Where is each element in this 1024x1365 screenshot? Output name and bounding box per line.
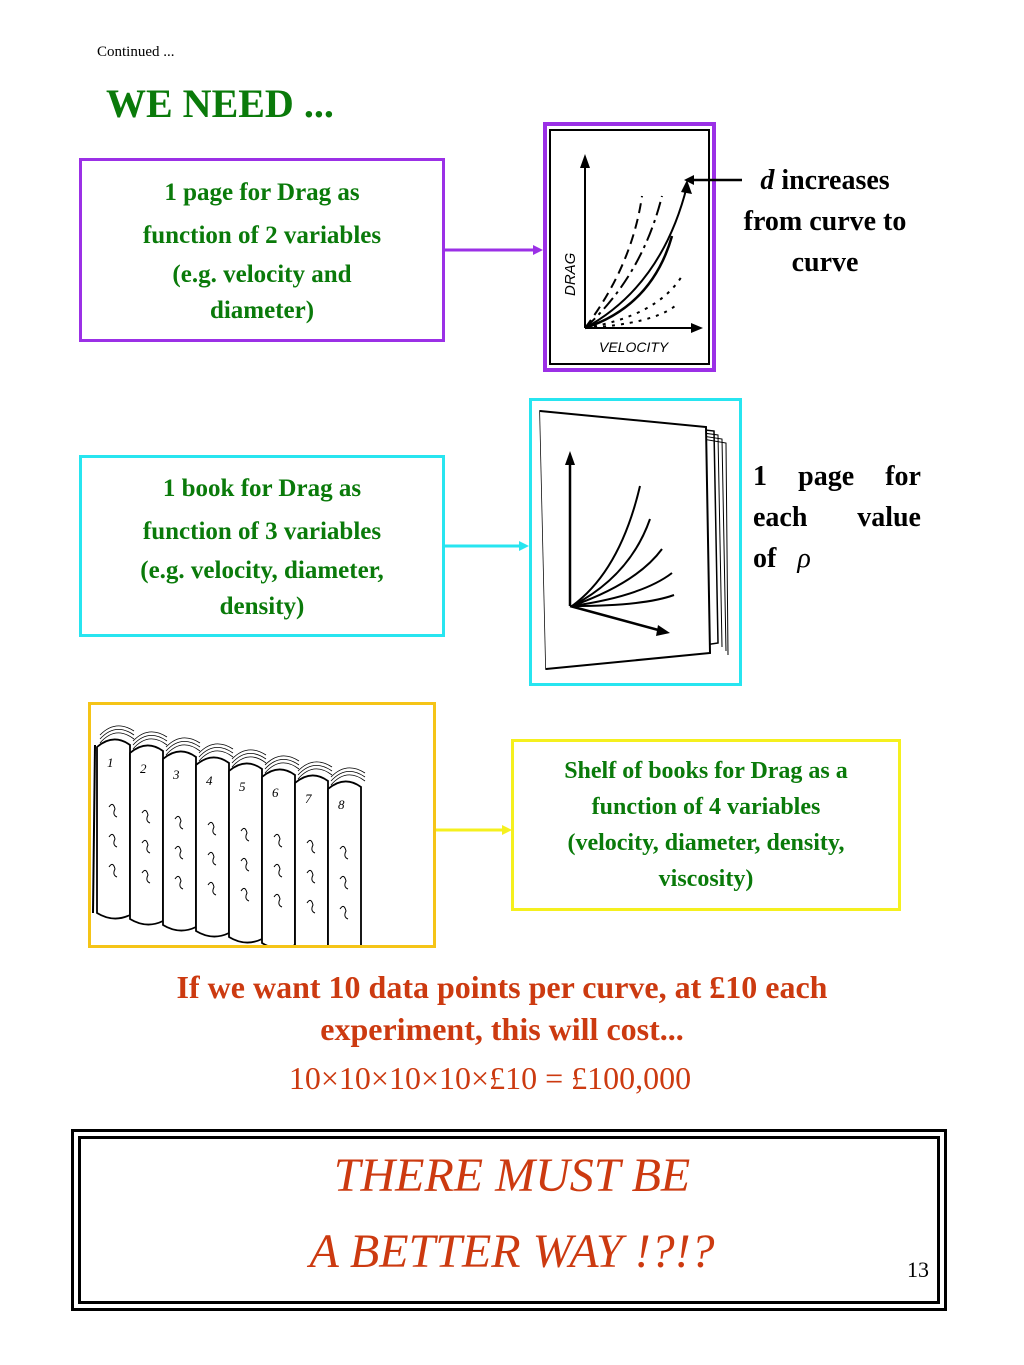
rho-note-line-3: of: [753, 543, 777, 574]
continued-label: Continued ...: [97, 44, 175, 60]
cost-formula: 10×10×10×10×£10 = £100,000: [288, 1060, 692, 1096]
book-graph: [529, 398, 742, 686]
box3-line-3: (velocity, diameter, density,: [567, 830, 845, 856]
three-variable-box: [79, 455, 445, 637]
book-spine: [163, 738, 200, 931]
book-spine: [97, 726, 134, 919]
cost-line-2: experiment, this will cost...: [320, 1011, 684, 1047]
book-number: 3: [173, 767, 180, 782]
drag-velocity-graph: [543, 122, 716, 372]
curve-note: [740, 160, 910, 283]
box3-line-2: function of 4 variables: [591, 794, 821, 820]
cost-line-1: If we want 10 data points per curve, at £10 each: [176, 969, 828, 1005]
arrow-yellow-icon: [436, 818, 514, 842]
conclusion-line-1: THERE MUST BE: [333, 1149, 691, 1202]
arrow-purple-icon: [445, 238, 545, 262]
page-title: WE NEED ...: [106, 81, 334, 126]
bookshelf-drawing: [91, 705, 433, 945]
box3-line-4: viscosity): [658, 866, 754, 892]
pointer-arrow-icon: [682, 170, 744, 190]
box2-line-4: density): [219, 593, 305, 620]
rho-symbol: ρ: [797, 543, 811, 574]
book-number: 2: [140, 761, 147, 776]
page-per-rho-note: [753, 456, 921, 579]
box2-line-3: (e.g. velocity, diameter,: [140, 557, 384, 584]
box1-line-1: 1 page for Drag as: [164, 179, 360, 206]
bookshelf-illustration: [88, 702, 436, 948]
book-number: 1: [107, 755, 114, 770]
book-number: 6: [272, 785, 279, 800]
rho-note-line-2: each value: [753, 502, 921, 533]
box3-line-1: Shelf of books for Drag as a: [564, 758, 848, 784]
d-symbol: d: [760, 165, 775, 196]
page-number: 13: [907, 1257, 929, 1282]
book-spine: [328, 768, 365, 945]
box1-line-3: (e.g. velocity and: [172, 261, 352, 288]
box1-line-2: function of 2 variables: [142, 222, 382, 249]
four-variable-box: [511, 739, 901, 911]
book-number: 5: [239, 779, 246, 794]
drag-axis-label: DRAG: [562, 252, 579, 296]
box1-line-4: diameter): [209, 297, 315, 324]
book-number: 4: [206, 773, 213, 788]
book-number: 7: [305, 791, 312, 806]
book-spine: [229, 750, 266, 943]
two-variable-box: [79, 158, 445, 342]
book-spine: [196, 744, 233, 937]
box2-line-1: 1 book for Drag as: [162, 475, 362, 502]
book-spine: [262, 756, 299, 945]
cost-statement: [0, 966, 1004, 1050]
box2-line-2: function of 3 variables: [142, 518, 382, 545]
velocity-axis-label: VELOCITY: [599, 339, 669, 355]
book-number: 8: [338, 797, 345, 812]
conclusion-line-2: A BETTER WAY !?!?: [309, 1225, 715, 1278]
book-spine: [295, 762, 332, 945]
book-spine: [130, 732, 167, 925]
arrow-cyan-icon: [445, 534, 531, 558]
rho-note-line-1: 1 page for: [753, 461, 921, 492]
curve-note-text: increases from curve to curve: [743, 165, 907, 278]
